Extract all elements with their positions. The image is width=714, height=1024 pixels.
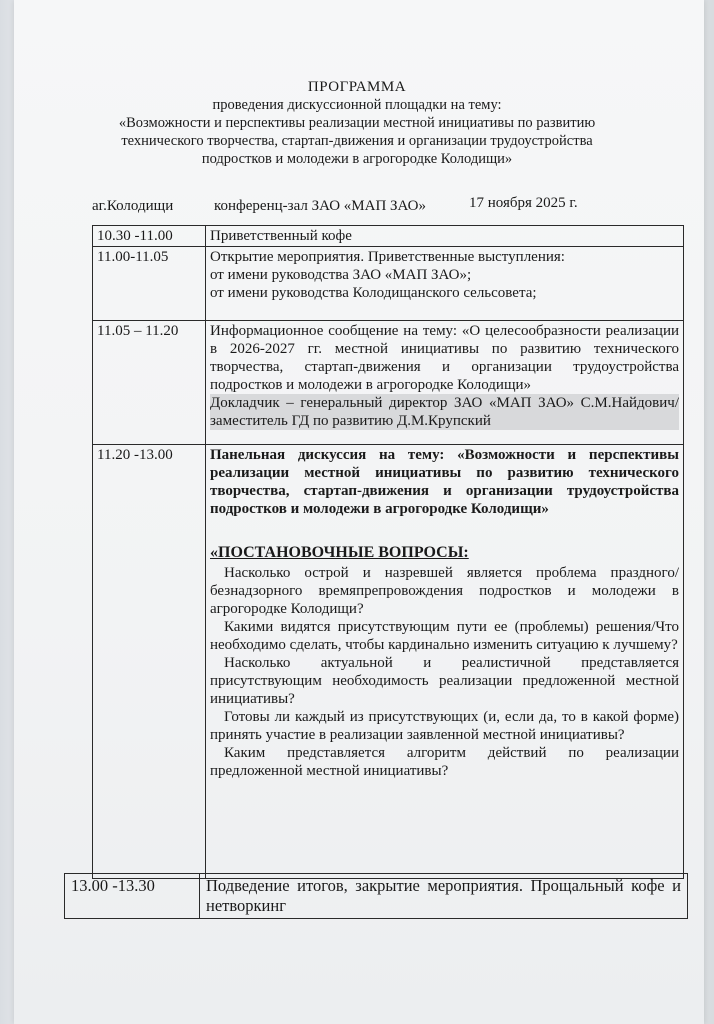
- speaker-line: Докладчик – генеральный директор ЗАО «МАП ЗАО» С.М.Найдович/заместитель ГД по развитию Д.М.Крупский: [210, 395, 679, 429]
- question-item: Насколько актуальной и реалистичной представляется присутствующим необходимость реализации предложенной местной инициативы?: [210, 655, 679, 707]
- row-content: [206, 247, 684, 321]
- header-line-3: технического творчества, стартап-движения и организации трудоустройства: [121, 133, 593, 149]
- row-time: 10.30 -11.00: [93, 226, 206, 247]
- row-content: [206, 445, 684, 879]
- row-line: Открытие мероприятия. Приветственные выступления:: [210, 249, 565, 265]
- program-table: [92, 225, 684, 879]
- document-header: [0, 78, 714, 168]
- row-line: от имени руководства Колодищанского сельсовета;: [210, 285, 537, 301]
- row-time: 11.00-11.05: [93, 247, 206, 321]
- row-text: Подведение итогов, закрытие мероприятия. Прощальный кофе и нетворкинг: [200, 874, 688, 919]
- document-title: ПРОГРАММА: [307, 79, 407, 95]
- closing-table: [64, 873, 688, 919]
- event-place: аг.Колодищи: [92, 198, 174, 214]
- row-content: [206, 321, 684, 445]
- row-time: 13.00 -13.30: [65, 874, 200, 919]
- question-item: Какими видятся присутствующим пути ее (проблемы) решения/Что необходимо сделать, чтобы кардинально изменить ситуацию к лучшему?: [210, 619, 679, 653]
- table-row: [93, 247, 684, 321]
- questions-heading: «ПОСТАНОВОЧНЫЕ ВОПРОСЫ:: [210, 544, 469, 561]
- row-time: 11.05 – 11.20: [93, 321, 206, 445]
- event-hall: конференц-зал ЗАО «МАП ЗАО»: [214, 198, 426, 214]
- header-line-2: «Возможности и перспективы реализации местной инициативы по развитию: [118, 115, 596, 131]
- question-item: Готовы ли каждый из присутствующих (и, если да, то в какой форме) принять участие в реализации заявленной местной инициативы?: [210, 709, 679, 743]
- table-row: [93, 445, 684, 879]
- question-item: Каким представляется алгоритм действий по реализации предложенной местной инициативы?: [210, 745, 679, 779]
- question-item: Насколько острой и назревшей является проблема праздного/безнадзорного времяпрепровождения подростков и молодежи в агрогородке Колодищи?: [210, 565, 679, 617]
- discussion-topic: Панельная дискуссия на тему: «Возможности и перспективы реализации местной инициативы по развитию технического творчества, стартап-движения и организации трудоустройства подростков и молодежи в агрогородке Колодищи»: [210, 447, 679, 517]
- header-line-4: подростков и молодежи в агрогородке Колодищи»: [201, 151, 513, 167]
- table-row: [93, 226, 684, 247]
- row-text: Приветственный кофе: [206, 226, 684, 247]
- table-row: [93, 321, 684, 445]
- event-date: 17 ноября 2025 г.: [469, 195, 578, 211]
- row-line: от имени руководства ЗАО «МАП ЗАО»;: [210, 267, 472, 283]
- header-line-1: проведения дискуссионной площадки на тему:: [212, 97, 502, 113]
- info-message: Информационное сообщение на тему: «О целесообразности реализации в 2026-2027 гг. местной инициативы по развитию технического творчества, стартап-движения и организации трудоустройства подростков и молодежи в агрогородке Колодищи»: [210, 323, 679, 393]
- row-time: 11.20 -13.00: [93, 445, 206, 879]
- table-row: [65, 874, 688, 919]
